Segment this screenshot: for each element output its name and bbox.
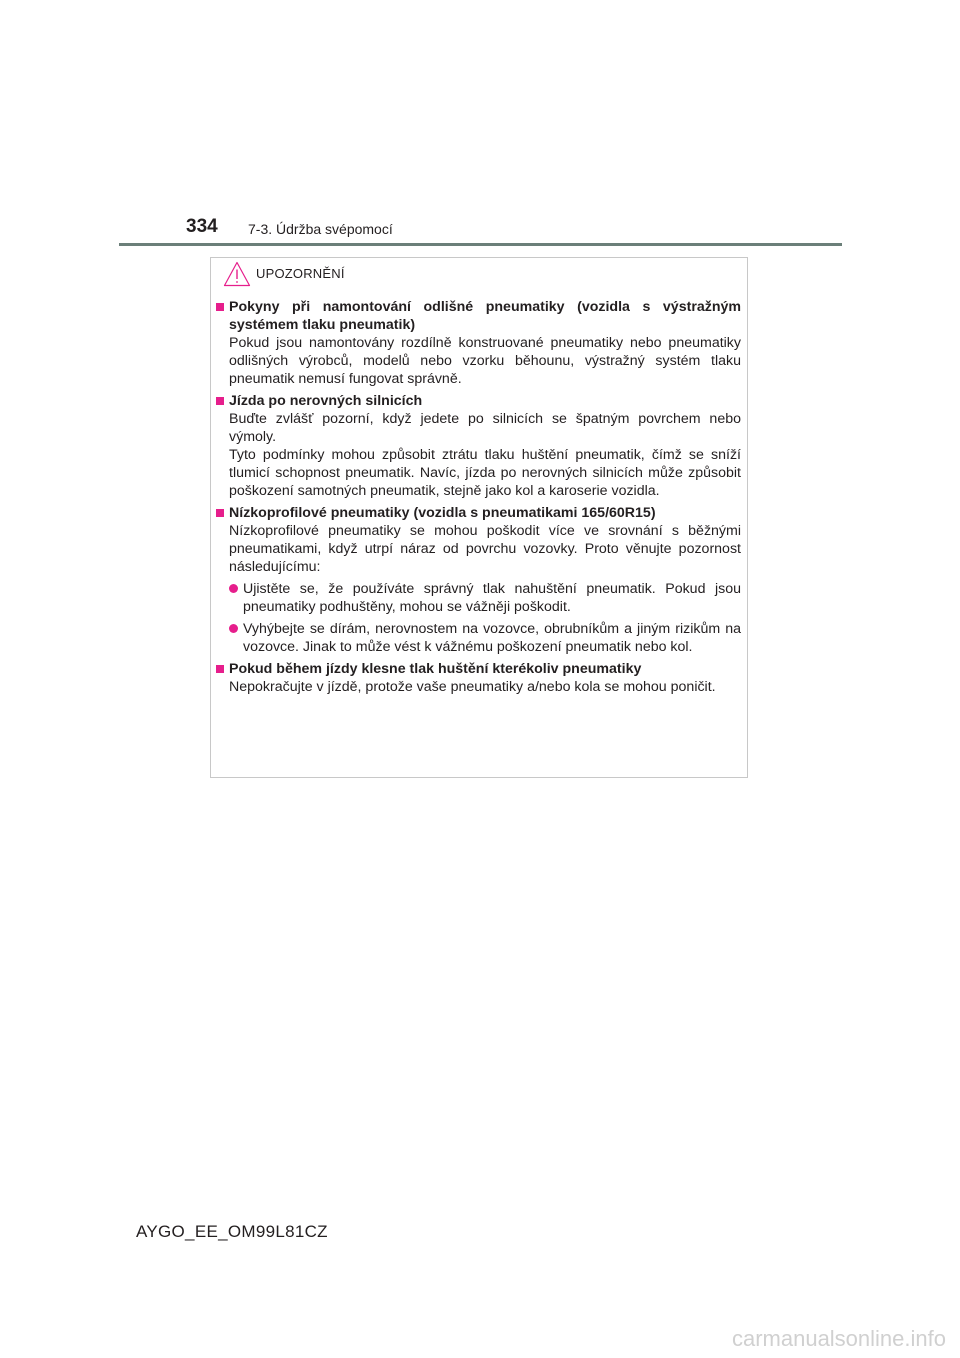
item-body-continued: Tyto podmínky mohou způsobit ztrátu tlaku huštění pneumatik, čímž se sníží tlumicí schopnost pneumatik. Navíc, jízda po nerovných silnicích může způsobit poškození samotných pneumatik, stejně jako kol a karoserie vozidla. bbox=[229, 447, 741, 499]
item-heading: Pokyny při namontování odlišné pneumatiky (vozidla s výstražným systémem tlaku pneumatik) bbox=[216, 298, 741, 334]
section-title: 7-3. Údržba svépomocí bbox=[248, 221, 393, 237]
round-bullet-icon bbox=[229, 584, 238, 593]
warning-header bbox=[223, 260, 345, 288]
warning-triangle-icon bbox=[223, 261, 251, 287]
document-code: AYGO_EE_OM99L81CZ bbox=[136, 1222, 328, 1241]
square-bullet-icon bbox=[216, 303, 224, 311]
warning-item-rough-roads bbox=[216, 392, 741, 500]
list-item: Ujistěte se, že používáte správný tlak nahuštění pneumatik. Pokud jsou pneumatiky podhuštěny, mohou se vážněji poškodit. bbox=[229, 580, 741, 616]
item-body: Pokud jsou namontovány rozdílně konstruované pneumatiky nebo pneumatiky odlišných výrobců, modelů nebo vzorku běhounu, výstražný systém tlaku pneumatik nemusí fungovat správně. bbox=[229, 335, 741, 387]
item-body: Nízkoprofilové pneumatiky se mohou poškodit více ve srovnání s běžnými pneumatikami, když utrpí náraz od povrchu vozovky. Proto věnujte pozornost následujícímu: bbox=[229, 523, 741, 575]
item-body: Buďte zvlášť pozorní, když jedete po silnicích se špatným povrchem nebo výmoly. bbox=[229, 411, 741, 445]
list-item: Vyhýbejte se dírám, nerovnostem na vozovce, obrubníkům a jiným rizikům na vozovce. Jinak to může vést k vážnému poškození pneumatik nebo kol. bbox=[229, 620, 741, 656]
warning-title: UPOZORNĚNÍ bbox=[256, 266, 345, 281]
header-rule bbox=[119, 243, 842, 246]
watermark: carmanualsonline.info bbox=[731, 1326, 946, 1351]
item-heading: Nízkoprofilové pneumatiky (vozidla s pneumatikami 165/60R15) bbox=[216, 504, 741, 522]
item-body: Nepokračujte v jízdě, protože vaše pneumatiky a/nebo kola se mohou poničit. bbox=[229, 679, 716, 695]
square-bullet-icon bbox=[216, 397, 224, 405]
warning-item-pressure-drop bbox=[216, 660, 741, 696]
square-bullet-icon bbox=[216, 665, 224, 673]
item-heading: Jízda po nerovných silnicích bbox=[216, 392, 741, 410]
warning-content bbox=[216, 298, 741, 700]
page-number: 334 bbox=[186, 216, 218, 237]
warning-box bbox=[210, 257, 748, 778]
round-bullet-icon bbox=[229, 624, 238, 633]
item-heading: Pokud během jízdy klesne tlak huštění kterékoliv pneumatiky bbox=[216, 660, 741, 678]
square-bullet-icon bbox=[216, 509, 224, 517]
warning-item-low-profile-tires bbox=[216, 504, 741, 656]
warning-item-different-tires bbox=[216, 298, 741, 388]
